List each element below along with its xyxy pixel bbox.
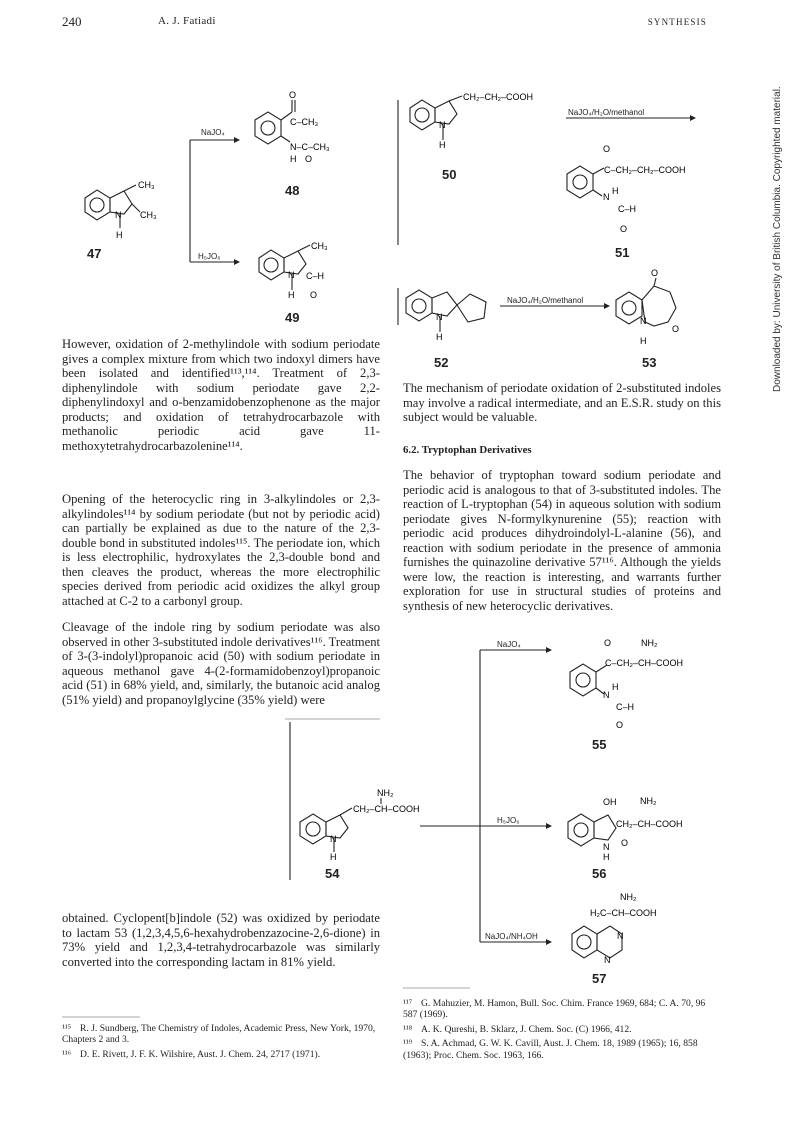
structure-49 — [259, 241, 328, 300]
svg-text:N: N — [288, 270, 295, 280]
section-heading: 6.2. Tryptophan Derivatives — [403, 444, 532, 456]
svg-text:N: N — [617, 931, 624, 941]
structure-52 — [406, 290, 486, 342]
structure-50 — [410, 92, 533, 150]
structure-47 — [85, 180, 157, 240]
svg-text:H: H — [290, 154, 297, 164]
compound-51: 51 — [615, 245, 630, 260]
svg-text:NH₂: NH₂ — [641, 638, 658, 648]
svg-text:CH₃: CH₃ — [138, 180, 155, 190]
svg-text:O: O — [305, 154, 313, 164]
reagent-label: NaJO₄/NH₄OH — [485, 932, 538, 941]
svg-text:O: O — [289, 90, 297, 100]
footnote: ¹¹⁵ R. J. Sundberg, The Chemistry of Indoles, Academic Press, New York, 1970, Chapters 2 and 3. — [62, 1023, 376, 1046]
svg-text:N: N — [603, 192, 610, 202]
svg-text:CH₂–CH₂–COOH: CH₂–CH₂–COOH — [463, 92, 533, 102]
svg-text:O: O — [672, 324, 680, 334]
footnotes-right — [403, 998, 721, 1061]
footnote: ¹¹⁷ G. Mahuzier, M. Hamon, Bull. Soc. Chim. France 1969, 684; C. A. 70, 96 587 (1969). — [403, 998, 706, 1021]
svg-text:O: O — [616, 720, 624, 730]
svg-text:NH₂: NH₂ — [377, 788, 394, 798]
svg-text:NH₂: NH₂ — [620, 892, 637, 902]
reagent-label: H₅JO₆ — [497, 816, 520, 825]
footnotes-left — [62, 1023, 380, 1060]
compound-47: 47 — [87, 246, 102, 261]
svg-text:N: N — [603, 842, 610, 852]
compound-53: 53 — [642, 355, 657, 370]
structure-57 — [572, 892, 657, 965]
compound-55: 55 — [592, 737, 607, 752]
body-paragraph: Cleavage of the indole ring by sodium periodate was also observed in other 3-substituted indole derivatives¹¹⁶. Treatment of 3-(3-indolyl)propanoic acid (50) with sodium periodate in aqueous methanol gave 4-(2-formamidobenzoyl)propanoic acid (51) in 68% yield, and, similarly, the butanoic acid analog (51% yield) and propanoylglycine (35% yield) were — [62, 620, 380, 707]
reagent-label: NaJO₄/H₂O/methanol — [507, 296, 584, 305]
compound-49: 49 — [285, 310, 300, 325]
body-paragraph: However, oxidation of 2-methylindole with sodium periodate gives a complex mixture from which two indoxyl dimers have been isolated and identified¹¹³,¹¹⁴. Treatment of 2,3-diphenylindole with sodium periodate gave 2,2-diphenylindoxyl and o-benzamidobenzophenone as the major products; and oxidation of tetrahydrocarbazole with methanolic periodic acid gave 11-methoxytetrahydrocarbazolenine¹¹⁴. — [62, 337, 380, 453]
compound-50: 50 — [442, 167, 457, 182]
svg-text:H: H — [436, 332, 443, 342]
svg-text:N: N — [603, 690, 610, 700]
structure-51 — [567, 144, 686, 234]
journal-name: SYNTHESIS — [647, 17, 707, 27]
svg-text:H: H — [439, 140, 446, 150]
svg-text:N–C–CH₃: N–C–CH₃ — [290, 142, 330, 152]
compound-54: 54 — [325, 866, 340, 881]
footnote: ¹¹⁶ D. E. Rivett, J. F. K. Wilshire, Aust. J. Chem. 24, 2717 (1971). — [62, 1048, 321, 1060]
svg-text:N: N — [330, 834, 337, 844]
svg-text:H: H — [640, 336, 647, 346]
svg-text:H₂C–CH–COOH: H₂C–CH–COOH — [590, 908, 657, 918]
svg-text:N: N — [439, 120, 446, 130]
svg-text:N: N — [640, 316, 647, 326]
structure-53 — [616, 268, 679, 346]
svg-text:N: N — [436, 312, 443, 322]
reagent-label: NaJO₄/H₂O/methanol — [568, 108, 645, 117]
svg-text:NH₂: NH₂ — [640, 796, 657, 806]
svg-text:H: H — [603, 852, 610, 862]
svg-text:C–H: C–H — [616, 702, 635, 712]
svg-text:C–CH₃: C–CH₃ — [290, 117, 319, 127]
footnote: ¹¹⁹ S. A. Achmad, G. W. K. Cavill, Aust. J. Chem. 18, 1989 (1965); 16, 858 (1963); Proc. Chem. Soc. 1963, 166. — [403, 1038, 698, 1061]
compound-48: 48 — [285, 183, 300, 198]
reagent-label: NaJO₄ — [201, 128, 225, 137]
svg-text:H: H — [612, 186, 619, 196]
svg-text:O: O — [604, 638, 612, 648]
compound-52: 52 — [434, 355, 449, 370]
svg-text:CH₂–CH–COOH: CH₂–CH–COOH — [353, 804, 420, 814]
body-paragraph: Opening of the heterocyclic ring in 3-alkylindoles or 2,3-alkylindoles¹¹⁴ by sodium periodate (but not by periodic acid) can partially be explained as due to the nature of the 2,3-double bond in substituted indoles¹¹⁵. The periodate ion, which is less electrophilic, hydroxylates the 2,3-double bond and then cleaves the product, whereas the more electrophilic species derived from periodic acid oxidizes the alkyl group attached at C-2 to a carbonyl group. — [62, 492, 380, 608]
svg-text:O: O — [310, 290, 318, 300]
reagent-label: H₅JO₆ — [198, 252, 221, 261]
svg-text:O: O — [603, 144, 611, 154]
download-notice: Downloaded by: University of British Columbia. Copyrighted material. — [772, 86, 783, 392]
page-number: 240 — [62, 14, 82, 29]
svg-text:N: N — [604, 955, 611, 965]
reagent-label: NaJO₄ — [497, 640, 521, 649]
svg-text:CH₃: CH₃ — [311, 241, 328, 251]
structure-48 — [255, 90, 330, 164]
body-paragraph: obtained. Cyclopent[b]indole (52) was oxidized by periodate to lactam 53 (1,2,3,4,5,6-hexahydrobenzazocine-2,6-dione) in 73% yield and 1,2,3,4-tetrahydrocarbazole was similarly converted into the corresponding lactam in 81% yield. — [62, 911, 380, 969]
svg-text:H: H — [288, 290, 295, 300]
structure-55 — [570, 638, 683, 730]
body-paragraph: The mechanism of periodate oxidation of 2-substituted indoles may involve a radical intermediate, and an E.S.R. study on this subject would be valuable. — [403, 381, 721, 425]
running-author: A. J. Fatiadi — [158, 15, 216, 27]
compound-57: 57 — [592, 971, 607, 986]
svg-text:O: O — [620, 224, 628, 234]
svg-text:OH: OH — [603, 797, 617, 807]
compound-56: 56 — [592, 866, 607, 881]
svg-text:N: N — [115, 210, 122, 220]
svg-text:CH₃: CH₃ — [140, 210, 157, 220]
svg-text:H: H — [330, 852, 337, 862]
svg-text:C–H: C–H — [618, 204, 637, 214]
structure-54 — [300, 788, 420, 862]
svg-text:C–H: C–H — [306, 271, 325, 281]
body-paragraph: The behavior of tryptophan toward sodium periodate and periodic acid is analogous to that of 3-substituted indoles. The reaction of L-tryptophan (54) in aqueous solution with sodium periodate gives N-formylkynurenine (55); reaction with periodic acid produces dihydroindolyl-L-alanine (56), and reaction with sodium periodate in the presence of ammonia furnishes the quinazoline derivative 57¹¹⁶. Although the yields were low, the reaction is interesting, and warrants further exploration for use in structural studies of proteins and synthesis of new heterocyclic derivatives. — [403, 468, 721, 613]
svg-text:O: O — [621, 838, 629, 848]
svg-text:O: O — [651, 268, 659, 278]
structure-56 — [568, 796, 683, 862]
svg-text:H: H — [116, 230, 123, 240]
footnote: ¹¹⁸ A. K. Qureshi, B. Sklarz, J. Chem. Soc. (C) 1966, 412. — [403, 1023, 632, 1035]
svg-text:C–CH₂–CH₂–COOH: C–CH₂–CH₂–COOH — [604, 165, 686, 175]
svg-text:H: H — [612, 682, 619, 692]
svg-text:CH₂–CH–COOH: CH₂–CH–COOH — [616, 819, 683, 829]
svg-text:C–CH₂–CH–COOH: C–CH₂–CH–COOH — [605, 658, 684, 668]
